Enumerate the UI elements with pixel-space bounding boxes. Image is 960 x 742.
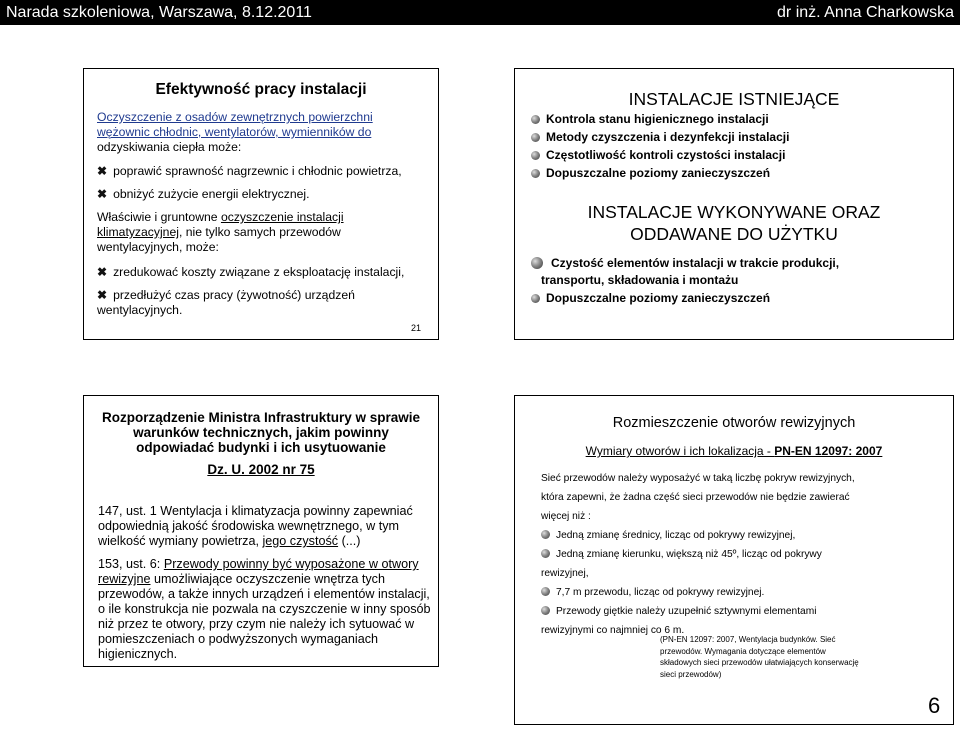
tail-line: wentylacyjnych.	[97, 303, 183, 317]
list-item: Dopuszczalne poziomy zanieczyszczeń	[531, 290, 770, 307]
intro-line-1: Oczyszczenie z osadów zewnętrznych powierzchni	[97, 110, 373, 124]
para2-line-1: Właściwie i gruntowne oczyszczenie instalacji	[97, 210, 344, 224]
article-153-line-1: 153, ust. 6: Przewody powinny być wyposażone w otwory	[98, 557, 419, 571]
list-item: Częstotliwość kontroli czystości instalacji	[531, 147, 785, 164]
para2-line-3: wentylacyjnych, może:	[97, 240, 219, 254]
rule-item-continuation: rewizyjnymi co najmniej co 6 m.	[541, 625, 685, 636]
intro-line: która zapewni, że żadna część sieci przewodów nie będzie zawierać	[541, 492, 850, 503]
heading-existing: INSTALACJE ISTNIEJĄCE	[628, 89, 840, 109]
slide-inspection-openings	[514, 395, 954, 725]
bullet-dot-icon	[541, 606, 550, 615]
header-event-title: Narada szkoleniowa, Warszawa, 8.12.2011	[6, 4, 312, 21]
bullet-dot-icon	[531, 133, 540, 142]
bullet-item: ✖ przedłużyć czas pracy (żywotność) urządzeń	[97, 288, 355, 302]
regulation-title-line-2: warunków technicznych, jakim powinny	[133, 425, 389, 440]
journal-reference: Dz. U. 2002 nr 75	[207, 462, 315, 477]
rule-item: Jedną zmianę kierunku, większą niż 45º, licząc od pokrywy	[541, 545, 822, 565]
slide-efficiency	[83, 68, 439, 340]
rule-item: 7,7 m przewodu, licząc od pokrywy rewizyjnej.	[541, 583, 764, 603]
slide-installations	[514, 68, 954, 340]
article-147-line-1: 147, ust. 1 Wentylacja i klimatyzacja powinny zapewniać	[98, 504, 413, 518]
x-mark-icon: ✖	[97, 187, 108, 201]
article-153-line: pomieszczeniach o podwyższonych wymaganiach	[98, 632, 379, 646]
bullet-dot-icon	[531, 151, 540, 160]
list-item: Metody czyszczenia i dezynfekcji instalacji	[531, 129, 789, 146]
article-147-line-2: odpowiednią jakość środowiska wewnętrznego, w tym	[98, 519, 399, 533]
list-item: Kontrola stanu higienicznego instalacji	[531, 111, 769, 128]
bullet-dot-icon	[531, 115, 540, 124]
para2-line-2: klimatyzacyjnej, nie tylko samych przewodów	[97, 225, 341, 239]
page-number: 6	[928, 693, 941, 718]
x-mark-icon: ✖	[97, 164, 108, 178]
article-153-line: higienicznych.	[98, 647, 178, 661]
bullet-item: ✖ poprawić sprawność nagrzewnic i chłodnic powietrza,	[97, 164, 402, 178]
bullet-dot-icon	[541, 549, 550, 558]
article-153-line-2: rewizyjne umożliwiające oczyszczenie wnętrza tych	[98, 572, 385, 586]
bullet-dot-icon	[531, 169, 540, 178]
bullet-item: ✖ zredukować koszty związane z eksploatację instalacji,	[97, 265, 405, 279]
article-147-line-3: wielkość wymiany powietrza, jego czystość (...)	[98, 534, 361, 548]
bullet-dot-icon	[541, 587, 550, 596]
slide-title: Efektywność pracy instalacji	[155, 81, 367, 98]
bullet-dot-icon	[531, 294, 540, 303]
rule-item-continuation: rewizyjnej,	[541, 568, 589, 579]
standard-note: (PN-EN 12097: 2007, Wentylacja budynków. Sieć przewodów. Wymagania dotyczące elementów składowych sieci przewodów ułatwiających konserwację sieci przewodów)	[660, 635, 859, 679]
list-item: Czystość elementów instalacji w trakcie produkcji,	[531, 255, 839, 272]
article-153-line: niż przez te otwory, przy czym nie należy ich sytuować w	[98, 617, 415, 631]
heading-new-line-1: INSTALACJE WYKONYWANE ORAZ	[587, 202, 881, 222]
article-153-line: przewodów, a także innych urządzeń i elementów instalacji,	[98, 587, 430, 601]
heading-new-line-2: ODDAWANE DO UŻYTKU	[630, 224, 838, 244]
rule-item: Przewody giętkie należy uzupełnić sztywnymi elementami	[541, 602, 816, 622]
document-header	[0, 0, 960, 25]
intro-line-3: odzyskiwania ciepła może:	[97, 140, 242, 154]
slide-title: Rozmieszczenie otworów rewizyjnych	[612, 415, 856, 431]
x-mark-icon: ✖	[97, 265, 108, 279]
rule-item: Jedną zmianę średnicy, licząc od pokrywy rewizyjnej,	[541, 526, 795, 546]
x-mark-icon: ✖	[97, 288, 108, 302]
regulation-title-line-3: odpowiadać budynki i ich usytuowanie	[136, 440, 386, 455]
list-item: Dopuszczalne poziomy zanieczyszczeń	[531, 165, 770, 182]
slide-number: 21	[411, 323, 422, 333]
bullet-dot-icon	[531, 257, 543, 269]
article-153-line: o ile konstrukcja nie pozwala na czyszczenie w inny sposób	[98, 602, 431, 616]
bullet-item: ✖ obniżyć zużycie energii elektrycznej.	[97, 187, 310, 201]
slide-regulation	[83, 395, 439, 667]
header-author: dr inż. Anna Charkowska	[777, 4, 954, 21]
bullet-dot-icon	[541, 530, 550, 539]
intro-line-2: wężownic chłodnic, wentylatorów, wymienników do	[97, 125, 372, 139]
intro-line: więcej niż :	[541, 511, 591, 522]
list-item-continuation: transportu, składowania i montażu	[541, 273, 739, 287]
slide-subtitle: Wymiary otworów i ich lokalizacja - PN-EN 12097: 2007	[585, 444, 883, 458]
regulation-title-line-1: Rozporządzenie Ministra Infrastruktury w sprawie	[101, 410, 421, 425]
intro-line: Sieć przewodów należy wyposażyć w taką liczbę pokryw rewizyjnych,	[541, 473, 855, 484]
